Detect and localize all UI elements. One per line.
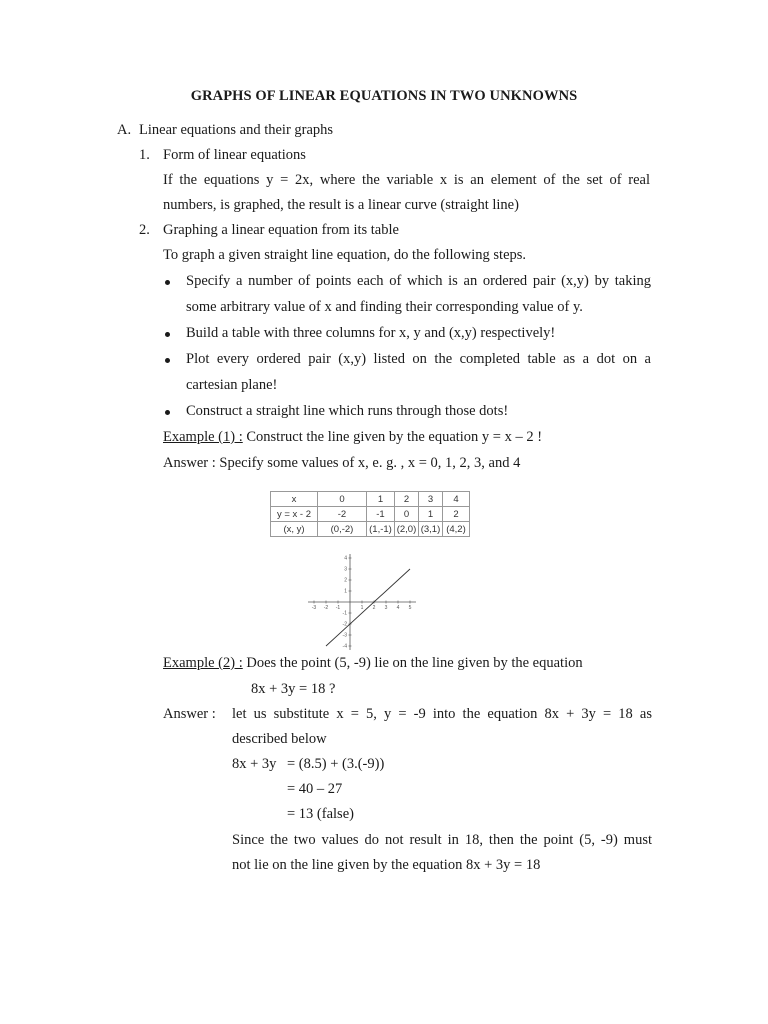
xy-table — [270, 491, 470, 537]
table-row — [271, 522, 470, 537]
table-cell: 4 — [443, 492, 470, 507]
table-cell: (2,0) — [395, 522, 419, 537]
item-1-marker: 1. — [139, 147, 150, 163]
page-title: GRAPHS OF LINEAR EQUATIONS IN TWO UNKNOWNS — [190, 88, 578, 104]
y-tick-label: -1 — [342, 610, 347, 617]
x-tick-label: 5 — [408, 605, 412, 611]
item-1-text-line2: numbers, is graphed, the result is a linear curve (straight line) — [163, 197, 519, 213]
table-cell: -2 — [318, 507, 367, 522]
item-2-heading: Graphing a linear equation from its table — [163, 222, 399, 238]
bullet-dot — [165, 280, 170, 285]
example-2-text: Does the point (5, -9) lie on the line given by the equation — [242, 655, 583, 671]
table-cell: (3,1) — [419, 522, 443, 537]
table-cell: (1,-1) — [367, 522, 395, 537]
x-tick-label: -3 — [311, 605, 317, 611]
x-tick-label: -2 — [323, 605, 329, 611]
bullet-2-text: Build a table with three columns for x, y and (x,y) respectively! — [186, 325, 556, 341]
y-tick-label: -4 — [342, 643, 347, 650]
example-2-answer-line2: described below — [232, 731, 327, 747]
bullet-dot — [165, 332, 170, 337]
section-a-marker: A. — [117, 122, 132, 138]
bullet-1-line1: Specify a number of points each of which is an ordered pair (x,y) by taking — [186, 273, 651, 289]
table-cell: (0,-2) — [318, 522, 367, 537]
item-1-heading: Form of linear equations — [163, 147, 306, 163]
table-row — [271, 492, 470, 507]
x-tick-label: 2 — [372, 605, 376, 611]
section-a-heading: Linear equations and their graphs — [139, 122, 334, 138]
example-2-equation: 8x + 3y = 18 ? — [251, 681, 336, 697]
table-cell: 1 — [367, 492, 395, 507]
bullet-4-text: Construct a straight line which runs through those dots! — [186, 403, 509, 419]
table-cell: 0 — [395, 507, 419, 522]
bullet-3-line2: cartesian plane! — [186, 377, 278, 393]
table-row — [271, 507, 470, 522]
example-2-answer-line1: let us substitute x = 5, y = -9 into the equation 8x + 3y = 18 as — [232, 706, 652, 722]
x-tick-label: 4 — [396, 605, 400, 611]
x-tick-label: 3 — [384, 605, 388, 611]
x-tick-label: -1 — [335, 605, 341, 611]
calc-step-3: = 13 (false) — [287, 806, 354, 822]
bullet-dot — [165, 410, 170, 415]
conclusion-line1: Since the two values do not result in 18, then the point (5, -9) must — [232, 832, 652, 848]
example-2-line — [163, 656, 583, 671]
calc-step-2: = 40 – 27 — [287, 781, 343, 797]
table-cell: (x, y) — [271, 522, 318, 537]
y-tick-label: -3 — [342, 632, 347, 639]
item-2-intro: To graph a given straight line equation, do the following steps. — [163, 247, 527, 263]
table-cell: x — [271, 492, 318, 507]
item-2-marker: 2. — [139, 222, 150, 238]
y-tick-label: 3 — [344, 566, 347, 573]
table-cell: 1 — [419, 507, 443, 522]
y-tick-label: -2 — [342, 621, 347, 628]
example-2-label: Example (2) : — [163, 655, 243, 671]
table-cell: 2 — [395, 492, 419, 507]
example-2-answer-label: Answer : — [163, 706, 216, 722]
calc-lhs: 8x + 3y — [232, 756, 277, 772]
table-cell: y = x - 2 — [271, 507, 318, 522]
line-graph — [270, 545, 460, 655]
bullet-dot — [165, 358, 170, 363]
example-1-answer: Answer : Specify some values of x, e. g. , x = 0, 1, 2, 3, and 4 — [163, 455, 521, 471]
example-1-label: Example (1) : — [163, 429, 243, 445]
item-1-text-line1: If the equations y = 2x, where the variable x is an element of the set of real — [163, 172, 650, 188]
x-tick-label: 1 — [360, 605, 364, 611]
y-tick-label: 1 — [344, 588, 347, 595]
y-tick-label: 2 — [344, 577, 347, 584]
y-tick-label: 4 — [344, 555, 347, 562]
calc-step-1: = (8.5) + (3.(-9)) — [287, 756, 385, 772]
table-cell: (4,2) — [443, 522, 470, 537]
example-1-text: Construct the line given by the equation y = x – 2 ! — [242, 429, 543, 445]
bullet-3-line1: Plot every ordered pair (x,y) listed on the completed table as a dot on a — [186, 351, 651, 367]
example-1-line — [163, 430, 542, 445]
conclusion-line2: not lie on the line given by the equation 8x + 3y = 18 — [232, 857, 541, 873]
table-cell: -1 — [367, 507, 395, 522]
table-cell: 3 — [419, 492, 443, 507]
table-cell: 0 — [318, 492, 367, 507]
bullet-1-line2: some arbitrary value of x and finding their corresponding value of y. — [186, 299, 583, 315]
table-cell: 2 — [443, 507, 470, 522]
